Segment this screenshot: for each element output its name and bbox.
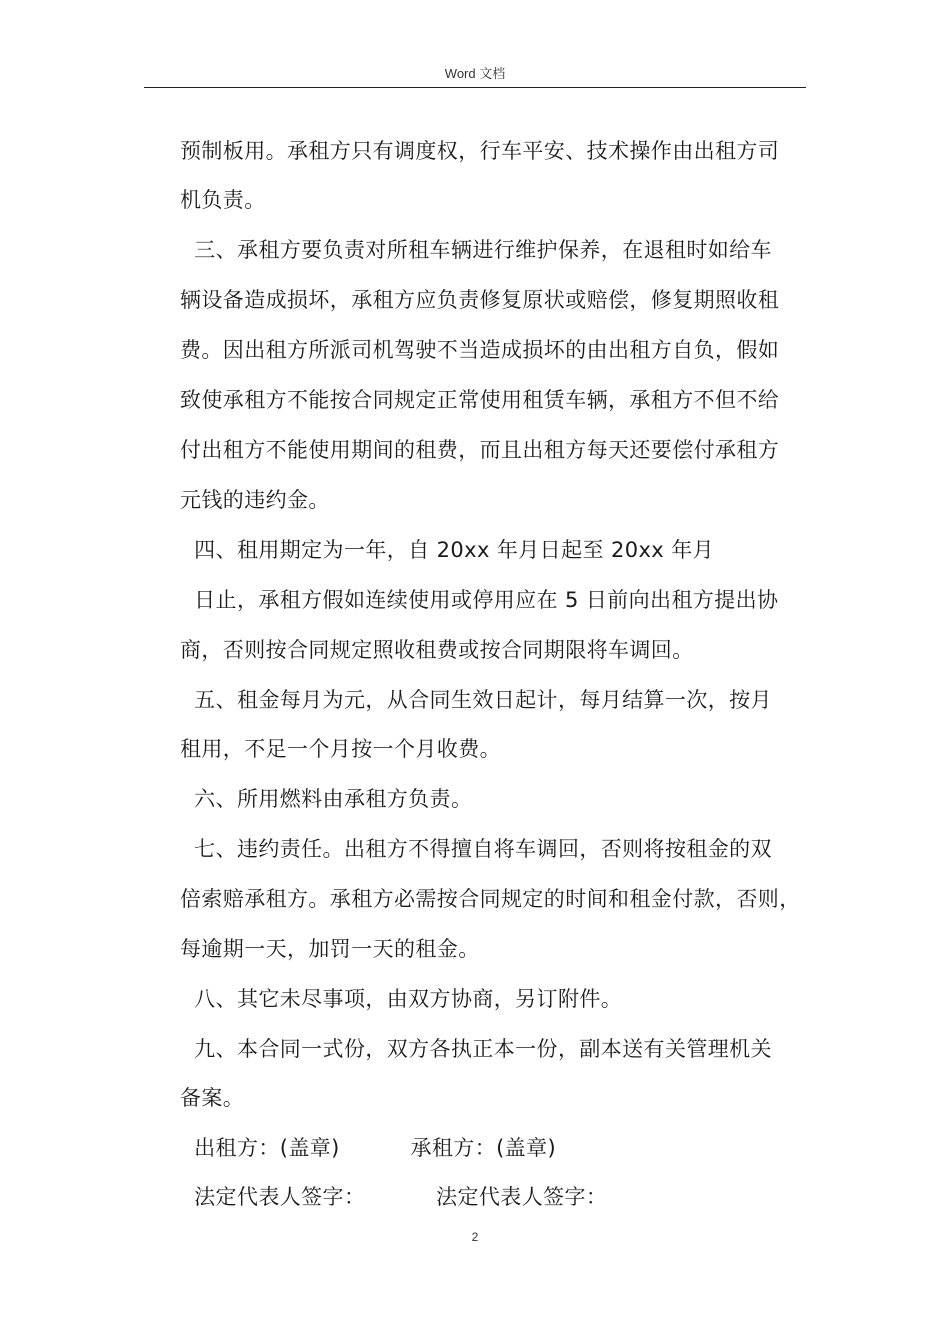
text-line: 元钱的违约金。: [180, 488, 330, 512]
text-line: 八、其它未尽事项，由双方协商，另订附件。: [180, 987, 623, 1011]
text-line: 九、本合同一式份，双方各执正本一份，副本送有关管理机关: [180, 1037, 772, 1061]
text-line: 七、违约责任。出租方不得擅自将车调回，否则将按租金的双: [180, 837, 772, 861]
text-line: 致使承租方不能按合同规定正常使用租赁车辆，承租方不但不给: [180, 388, 780, 412]
text-line: 四、租用期定为一年，自 20xx 年月日起至 20xx 年月: [180, 538, 715, 562]
text-line: 倍索赔承租方。承租方必需按合同规定的时间和租金付款，否则，: [180, 887, 801, 911]
text-line: 三、承租方要负责对所租车辆进行维护保养，在退租时如给车: [180, 238, 772, 262]
text-line: 每逾期一天，加罚一天的租金。: [180, 937, 480, 961]
text-line: 费。因出租方所派司机驾驶不当造成损坏的由出租方自负，假如: [180, 338, 780, 362]
signature-line-seal: 出租方：(盖章) 承租方：(盖章): [180, 1136, 557, 1160]
page-number: 2: [471, 1230, 479, 1244]
text-line: 预制板用。承租方只有调度权，行车平安、技术操作由出租方司: [180, 139, 780, 163]
text-line: 商，否则按合同规定照收租费或按合同期限将车调回。: [180, 638, 694, 662]
header-title: Word 文档: [444, 66, 506, 81]
text-line: 租用，不足一个月按一个月收费。: [180, 737, 501, 761]
text-line: 备案。: [180, 1086, 245, 1110]
header-divider: [144, 87, 806, 88]
text-line: 辆设备造成损坏，承租方应负责修复原状或赔偿，修复期照收租: [180, 288, 780, 312]
text-line: 五、租金每月为元，从合同生效日起计，每月结算一次，按月: [180, 688, 772, 712]
text-line: 付出租方不能使用期间的租费，而且出租方每天还要偿付承租方: [180, 438, 780, 462]
text-line: 机负责。: [180, 188, 266, 212]
signature-line-representative: 法定代表人签字： 法定代表人签字：: [180, 1185, 608, 1209]
text-line: 日止，承租方假如连续使用或停用应在 5 日前向出租方提出协: [180, 588, 779, 612]
text-line: 六、所用燃料由承租方负责。: [180, 787, 473, 811]
